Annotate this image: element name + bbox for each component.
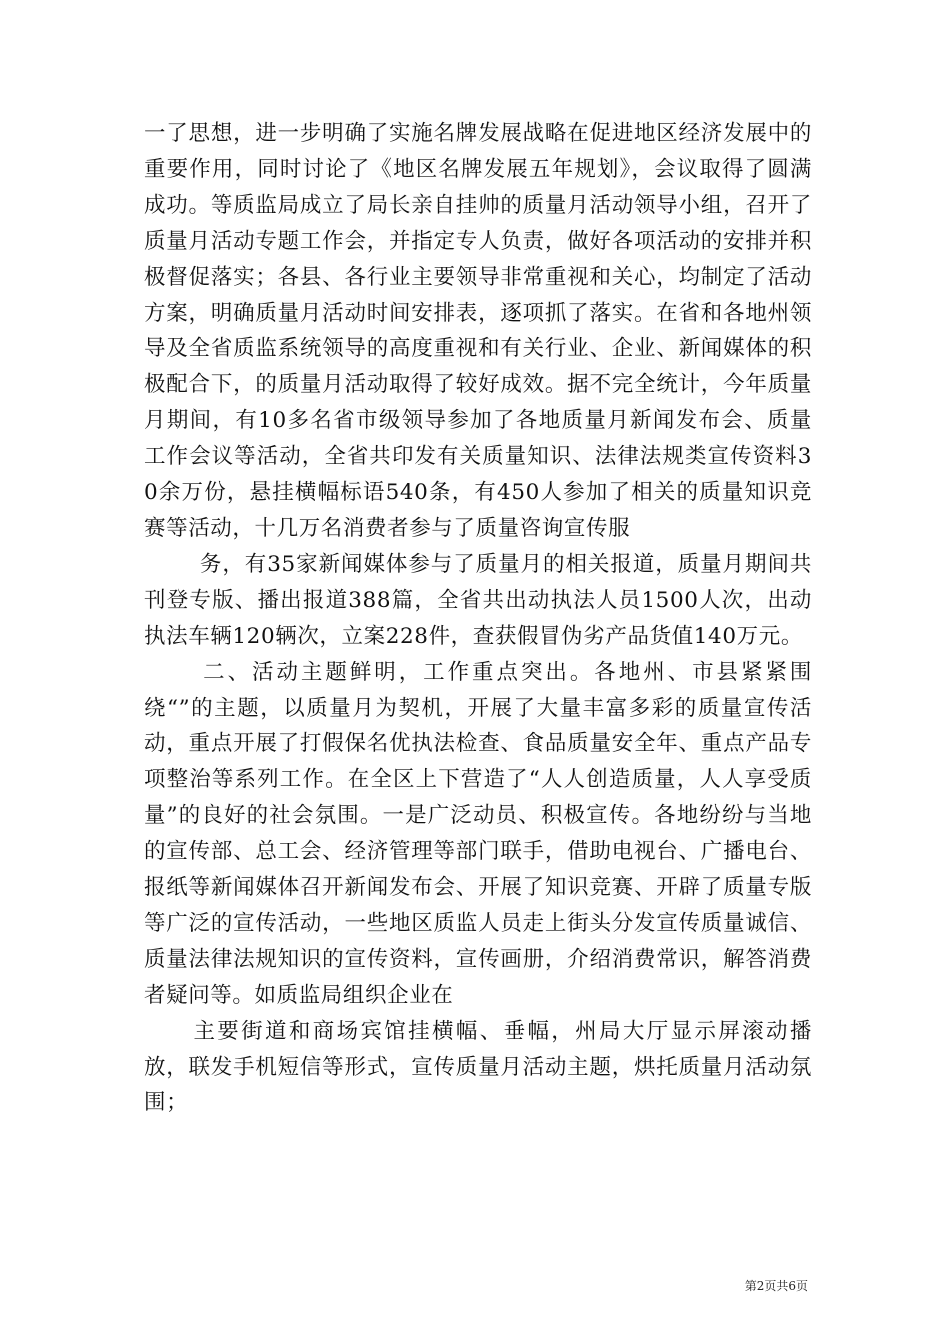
page-number-footer: 第2页共6页	[744, 1279, 808, 1293]
paragraph-2: 务，有35家新闻媒体参与了质量月的相关报道，质量月期间共刊登专版、播出报道388篇，全省共出动执法人员1500人次，出动执法车辆120辆次，立案228件，查获假冒伪劣产品货值140万元。	[144, 551, 812, 649]
paragraph-3: 二、活动主题鲜明，工作重点突出。各地州、市县紧紧围绕“”的主题，以质量月为契机，开展了大量丰富多彩的质量宣传活动，重点开展了打假保名优执法检查、食品质量安全年、重点产品专项整治等系列工作。在全区上下营造了“人人创造质量，人人享受质量”的良好的社会氛围。一是广泛动员、积极宣传。各地纷纷与当地的宣传部、总工会、经济管理等部门联手，借助电视台、广播电台、报纸等新闻媒体召开新闻发布会、开展了知识竞赛、开辟了质量专版等广泛的宣传活动，一些地区质监人员走上街头分发宣传质量诚信、质量法律法规知识的宣传资料，宣传画册，介绍消费常识，解答消费者疑问等。如质监局组织企业在	[144, 659, 812, 1008]
paragraph-4: 主要街道和商场宾馆挂横幅、垂幅，州局大厅显示屏滚动播放，联发手机短信等形式，宣传质量月活动主题，烘托质量月活动氛围；	[144, 1018, 812, 1116]
paragraph-1: 一了思想，进一步明确了实施名牌发展战略在促进地区经济发展中的重要作用，同时讨论了《地区名牌发展五年规划》，会议取得了圆满成功。等质监局成立了局长亲自挂帅的质量月活动领导小组，召开了质量月活动专题工作会，并指定专人负责，做好各项活动的安排并积极督促落实；各县、各行业主要领导非常重视和关心，均制定了活动方案，明确质量月活动时间安排表，逐项抓了落实。在省和各地州领导及全省质监系统领导的高度重视和有关行业、企业、新闻媒体的积极配合下，的质量月活动取得了较好成效。据不完全统计，今年质量月期间，有10多名省市级领导参加了各地质量月新闻发布会、质量工作会议等活动，全省共印发有关质量知识、法律法规类宣传资料30余万份，悬挂横幅标语540条，有450人参加了相关的质量知识竞赛等活动，十几万名消费者参与了质量咨询宣传服	[144, 121, 812, 541]
document-body	[144, 116, 812, 1121]
